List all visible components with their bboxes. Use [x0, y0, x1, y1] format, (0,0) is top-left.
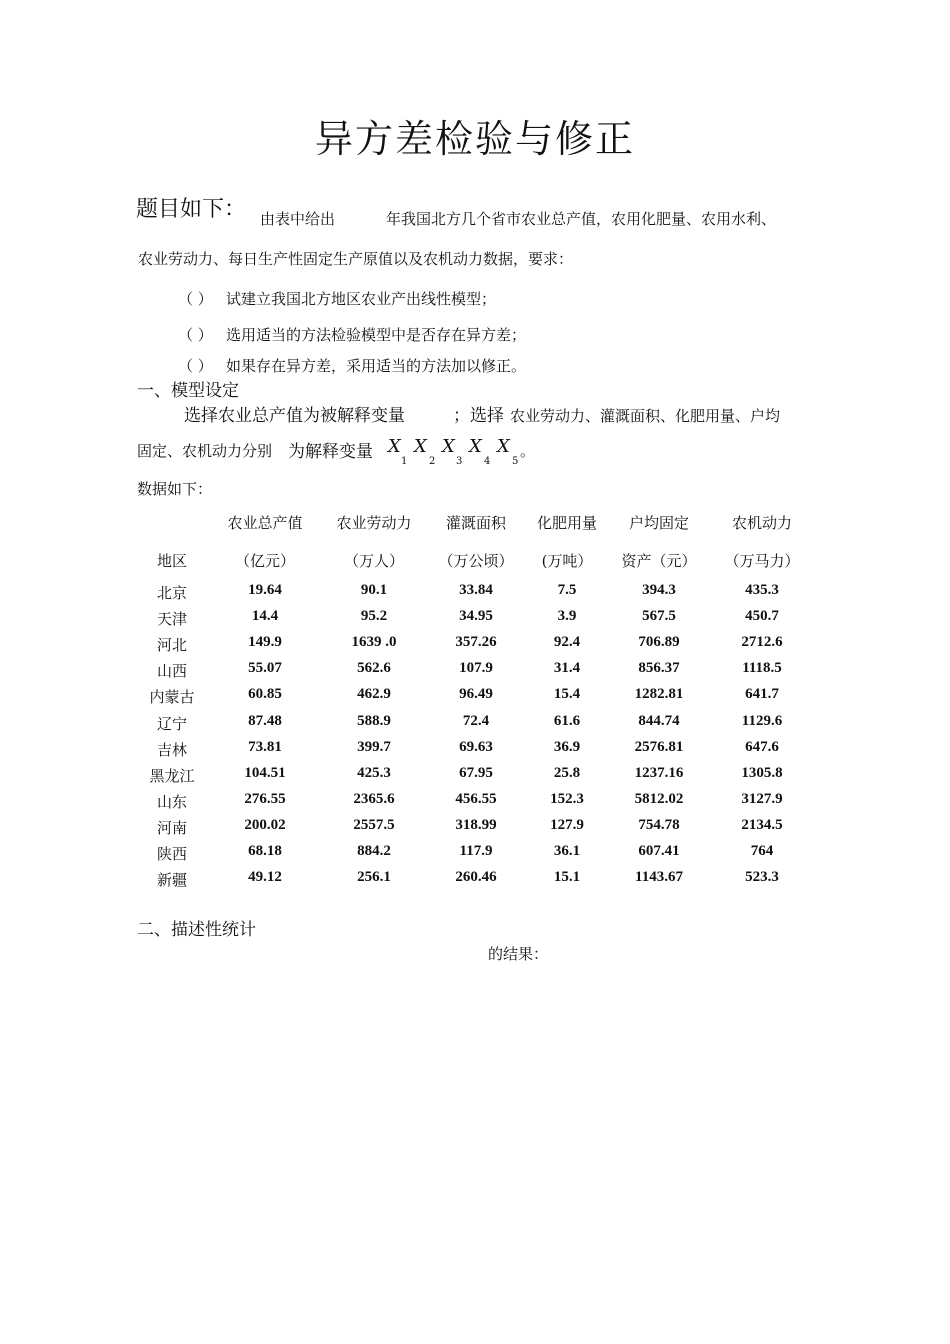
table-row: [0, 608, 950, 634]
value-cell: 399.7: [357, 738, 391, 755]
value-cell: 104.51: [244, 764, 286, 781]
requirement-paren: （ ）: [178, 326, 213, 344]
section-heading: 一、模型设定: [137, 381, 239, 401]
value-cell: 68.18: [248, 843, 282, 859]
table-row: [0, 713, 950, 739]
model-text: 固定、农机动力分别: [137, 442, 273, 460]
value-cell: 764: [750, 843, 774, 859]
requirement-paren: （ ）: [178, 357, 213, 375]
value-cell: 1129.6: [741, 712, 783, 729]
requirement-item: [178, 288, 496, 309]
model-text: 农业劳动力、灌溉面积、化肥用量、户均: [510, 407, 781, 425]
value-cell: 34.95: [459, 608, 493, 625]
value-cell: 2576.81: [634, 738, 684, 755]
value-cell: 856.37: [638, 660, 680, 677]
value-cell: 36.9: [553, 738, 581, 755]
variable-subscript: 2: [429, 456, 436, 467]
value-cell: 72.4: [462, 712, 490, 729]
region-cell: 内蒙古: [149, 688, 195, 707]
table-header: 灌溉面积: [445, 514, 506, 532]
value-cell: 3127.9: [741, 790, 783, 807]
question-label: 题目如下：: [136, 197, 247, 222]
requirement-paren: （ ）: [178, 290, 213, 308]
value-cell: 260.46: [455, 869, 497, 886]
variable-symbol: X: [414, 436, 427, 457]
value-cell: 1305.8: [741, 764, 783, 781]
value-cell: 2365.6: [353, 790, 395, 807]
requirement-item: [178, 355, 526, 376]
table-header: （亿元）: [234, 552, 295, 570]
value-cell: 95.2: [360, 608, 388, 625]
value-cell: 588.9: [357, 712, 391, 729]
value-cell: 425.3: [357, 764, 391, 781]
value-cell: 117.9: [459, 843, 493, 859]
value-cell: 435.3: [745, 582, 779, 598]
question-text: 由表中给出: [260, 210, 336, 228]
table-header: 农业总产值: [227, 514, 303, 532]
value-cell: 1143.67: [635, 869, 683, 886]
value-cell: 256.1: [357, 869, 391, 886]
value-cell: 49.12: [248, 869, 282, 886]
variable-subscript: 3: [456, 456, 463, 467]
section-heading: 二、描述性统计: [137, 920, 256, 940]
value-cell: 1118.5: [742, 660, 782, 677]
table-row: [0, 660, 950, 686]
value-cell: 149.9: [248, 634, 282, 651]
table-header: （万人）: [343, 552, 404, 570]
value-cell: 73.81: [248, 738, 282, 755]
requirement-text: 如果存在异方差，采用适当的方法加以修正。: [226, 357, 527, 375]
table-header: 户均固定: [628, 514, 689, 532]
value-cell: 2557.5: [353, 816, 395, 833]
table-header: 农机动力: [731, 514, 792, 532]
variable-subscript: 4: [484, 456, 491, 467]
page-title: 异方差检验与修正: [314, 117, 635, 161]
value-cell: 55.07: [248, 660, 282, 677]
table-row: [0, 739, 950, 765]
variable-subscript: 5: [512, 456, 519, 467]
value-cell: 152.3: [550, 790, 584, 807]
value-cell: 884.2: [357, 843, 391, 859]
value-cell: 14.4: [251, 608, 279, 625]
table-row: [0, 765, 950, 791]
value-cell: 2134.5: [741, 816, 783, 833]
value-cell: 69.63: [459, 738, 493, 755]
region-cell: 吉林: [156, 740, 187, 759]
value-cell: 607.41: [638, 843, 680, 859]
value-cell: 87.48: [248, 712, 282, 729]
table-header: 资产（元）: [621, 552, 697, 570]
model-text: 。: [520, 442, 536, 460]
value-cell: 523.3: [745, 869, 779, 886]
table-header: 化肥用量: [536, 514, 597, 532]
value-cell: 90.1: [360, 582, 388, 598]
region-cell: 天津: [156, 610, 187, 629]
value-cell: 3.9: [557, 608, 577, 625]
value-cell: 641.7: [745, 686, 779, 703]
value-cell: 706.89: [638, 634, 680, 651]
value-cell: 276.55: [244, 790, 286, 807]
region-cell: 北京: [156, 584, 187, 602]
value-cell: 1639 .0: [351, 634, 397, 651]
value-cell: 357.26: [455, 634, 497, 651]
data-label: 数据如下：: [137, 480, 213, 498]
model-text: ；选择: [453, 406, 504, 426]
table-row: [0, 686, 950, 712]
question-text: 农业劳动力、每日生产性固定生产原值以及农机动力数据，要求：: [138, 250, 574, 268]
value-cell: 394.3: [642, 582, 676, 598]
section-text: 的结果：: [488, 945, 549, 963]
table-header: 地区: [156, 552, 187, 570]
value-cell: 567.5: [642, 608, 676, 625]
value-cell: 450.7: [745, 608, 779, 625]
value-cell: 96.49: [459, 686, 493, 703]
requirement-text: 选用适当的方法检验模型中是否存在异方差；: [226, 326, 527, 344]
value-cell: 107.9: [459, 660, 493, 677]
value-cell: 15.1: [553, 869, 581, 886]
value-cell: 67.95: [459, 764, 493, 781]
region-cell: 陕西: [156, 845, 187, 863]
value-cell: 92.4: [553, 634, 581, 651]
table-row: [0, 869, 950, 895]
value-cell: 15.4: [553, 686, 581, 703]
value-cell: 200.02: [244, 816, 286, 833]
table-header: (万吨）: [541, 552, 593, 570]
table-row: [0, 582, 950, 608]
value-cell: 562.6: [357, 660, 391, 677]
value-cell: 7.5: [557, 582, 577, 598]
table-header: （万马力）: [724, 552, 800, 570]
region-cell: 河北: [156, 636, 187, 655]
value-cell: 318.99: [455, 816, 497, 833]
table-row: [0, 843, 950, 869]
value-cell: 19.64: [248, 582, 282, 598]
value-cell: 1282.81: [634, 686, 684, 703]
region-cell: 河南: [156, 818, 187, 837]
requirement-text: 试建立我国北方地区农业产出线性模型；: [226, 290, 497, 308]
value-cell: 36.1: [553, 843, 581, 859]
region-cell: 新疆: [156, 871, 187, 890]
value-cell: 844.74: [638, 712, 680, 729]
variable-symbol: X: [469, 436, 482, 457]
value-cell: 25.8: [553, 764, 581, 781]
variable-symbol: X: [497, 436, 510, 457]
table-row: [0, 791, 950, 817]
value-cell: 2712.6: [741, 634, 783, 651]
value-cell: 33.84: [459, 582, 493, 598]
value-cell: 462.9: [357, 686, 391, 703]
model-text: 选择农业总产值为被解释变量: [184, 406, 405, 426]
value-cell: 1237.16: [634, 764, 684, 781]
table-header: 农业劳动力: [336, 514, 412, 532]
table-row: [0, 817, 950, 843]
region-cell: 黑龙江: [149, 766, 195, 785]
value-cell: 456.55: [455, 790, 497, 807]
variable-symbol: X: [442, 436, 455, 457]
value-cell: 647.6: [745, 738, 779, 755]
table-header: （万公顷）: [438, 552, 514, 570]
variable-subscript: 1: [401, 456, 408, 467]
region-cell: 山西: [156, 662, 187, 681]
requirement-item: [178, 324, 526, 345]
table-row: [0, 634, 950, 660]
question-text: 年我国北方几个省市农业总产值，农用化肥量、农用水利、: [386, 210, 777, 228]
region-cell: 辽宁: [156, 714, 187, 733]
region-cell: 山东: [156, 792, 187, 811]
value-cell: 754.78: [638, 816, 680, 833]
value-cell: 127.9: [550, 816, 584, 833]
value-cell: 31.4: [553, 660, 581, 677]
variable-symbol: X: [388, 436, 401, 457]
value-cell: 5812.02: [634, 790, 684, 807]
value-cell: 60.85: [248, 686, 282, 703]
model-text: 为解释变量: [288, 442, 373, 462]
value-cell: 61.6: [553, 712, 581, 729]
